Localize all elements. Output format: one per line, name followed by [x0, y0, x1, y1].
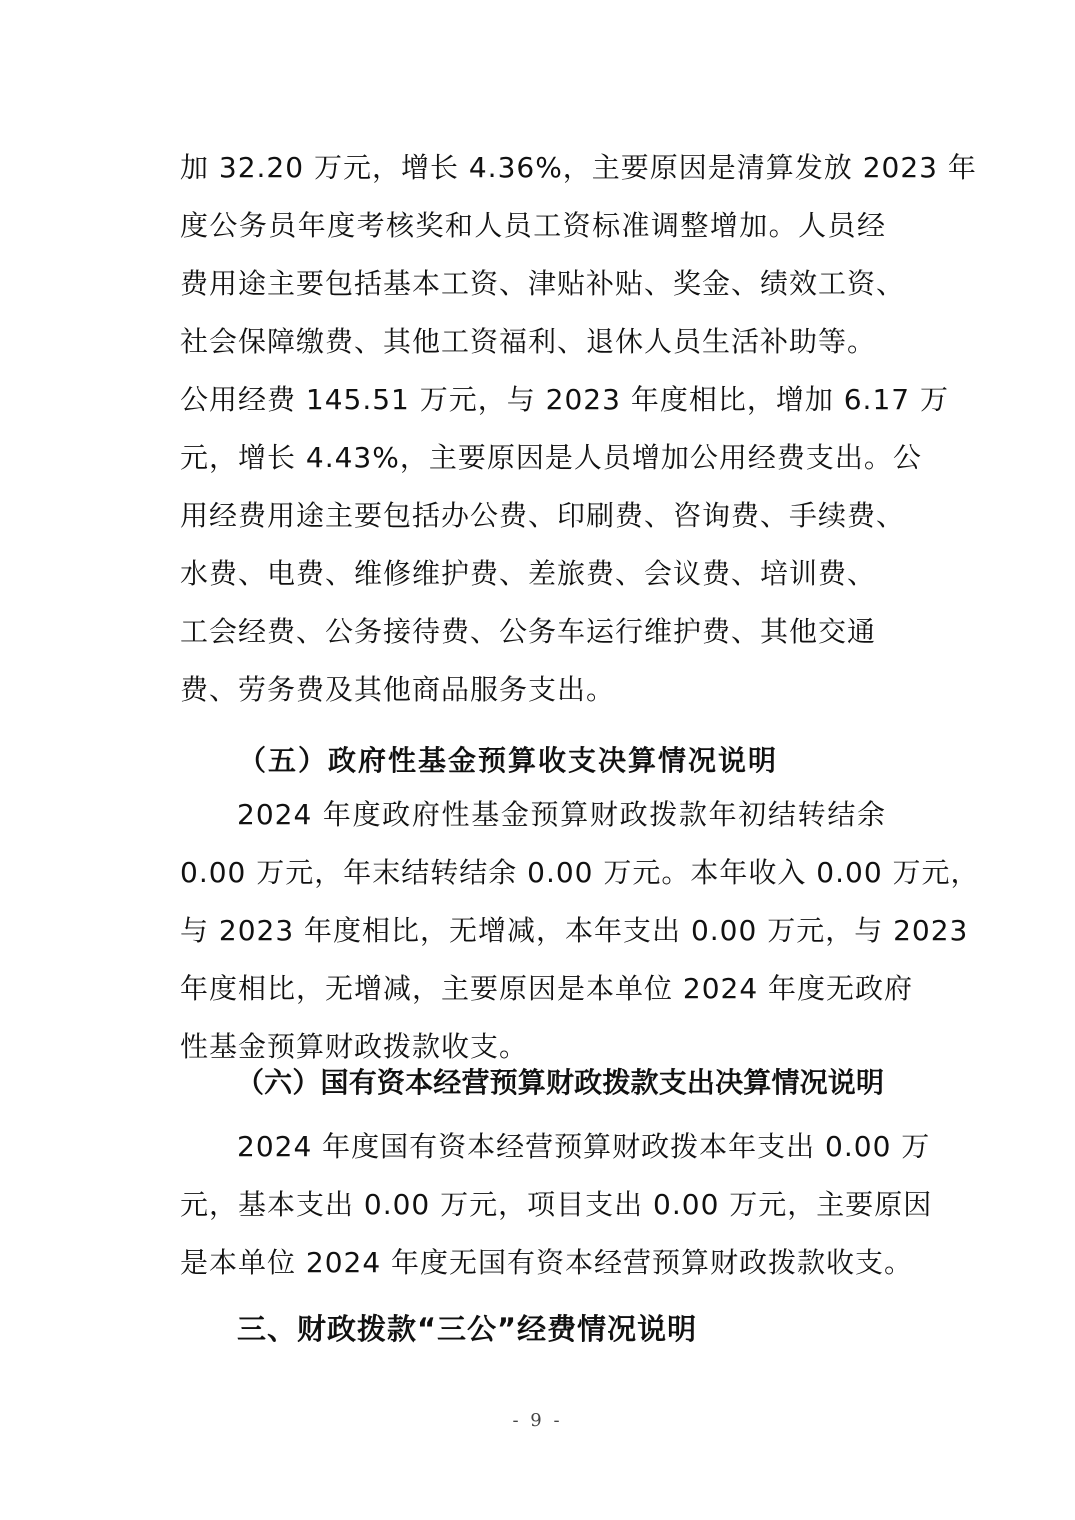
paragraph-line: 加 32.20 万元，增长 4.36%，主要原因是清算发放 2023 年: [180, 151, 977, 184]
chapter-heading: 三、财政拨款“三公”经费情况说明: [237, 1312, 698, 1346]
paragraph-line: 元，基本支出 0.00 万元，项目支出 0.00 万元，主要原因: [180, 1188, 933, 1221]
paragraph-line: 工会经费、公务接待费、公务车运行维护费、其他交通: [180, 615, 877, 648]
page-number: - 9 -: [512, 1410, 563, 1431]
paragraph-line: 2024 年度政府性基金预算财政拨款年初结转结余: [237, 798, 886, 831]
section-heading: （六）国有资本经营预算财政拨款支出决算情况说明: [236, 1066, 884, 1099]
paragraph-line: 公用经费 145.51 万元，与 2023 年度相比，增加 6.17 万: [180, 383, 949, 416]
paragraph-line: 元，增长 4.43%，主要原因是人员增加公用经费支出。公: [180, 441, 922, 474]
paragraph-line: 用经费用途主要包括办公费、印刷费、咨询费、手续费、: [180, 499, 906, 532]
paragraph-line: 与 2023 年度相比，无增减，本年支出 0.00 万元，与 2023: [180, 914, 969, 947]
paragraph-line: 0.00 万元，年末结转结余 0.00 万元。本年收入 0.00 万元，: [180, 856, 980, 889]
paragraph-line: 费用途主要包括基本工资、津贴补贴、奖金、绩效工资、: [180, 267, 906, 300]
paragraph-line: 水费、电费、维修维护费、差旅费、会议费、培训费、: [180, 557, 877, 590]
paragraph-line: 年度相比，无增减，主要原因是本单位 2024 年度无政府: [180, 972, 914, 1005]
section-heading: （五）政府性基金预算收支决算情况说明: [238, 744, 779, 777]
paragraph-line: 性基金预算财政拨款收支。: [180, 1030, 529, 1063]
paragraph-line: 度公务员年度考核奖和人员工资标准调整增加。人员经: [180, 209, 886, 242]
paragraph-line: 费、劳务费及其他商品服务支出。: [180, 673, 616, 706]
paragraph-line: 2024 年度国有资本经营预算财政拨本年支出 0.00 万: [237, 1130, 931, 1163]
paragraph-line: 社会保障缴费、其他工资福利、退休人员生活补助等。: [180, 325, 877, 358]
paragraph-line: 是本单位 2024 年度无国有资本经营预算财政拨款收支。: [180, 1246, 914, 1279]
